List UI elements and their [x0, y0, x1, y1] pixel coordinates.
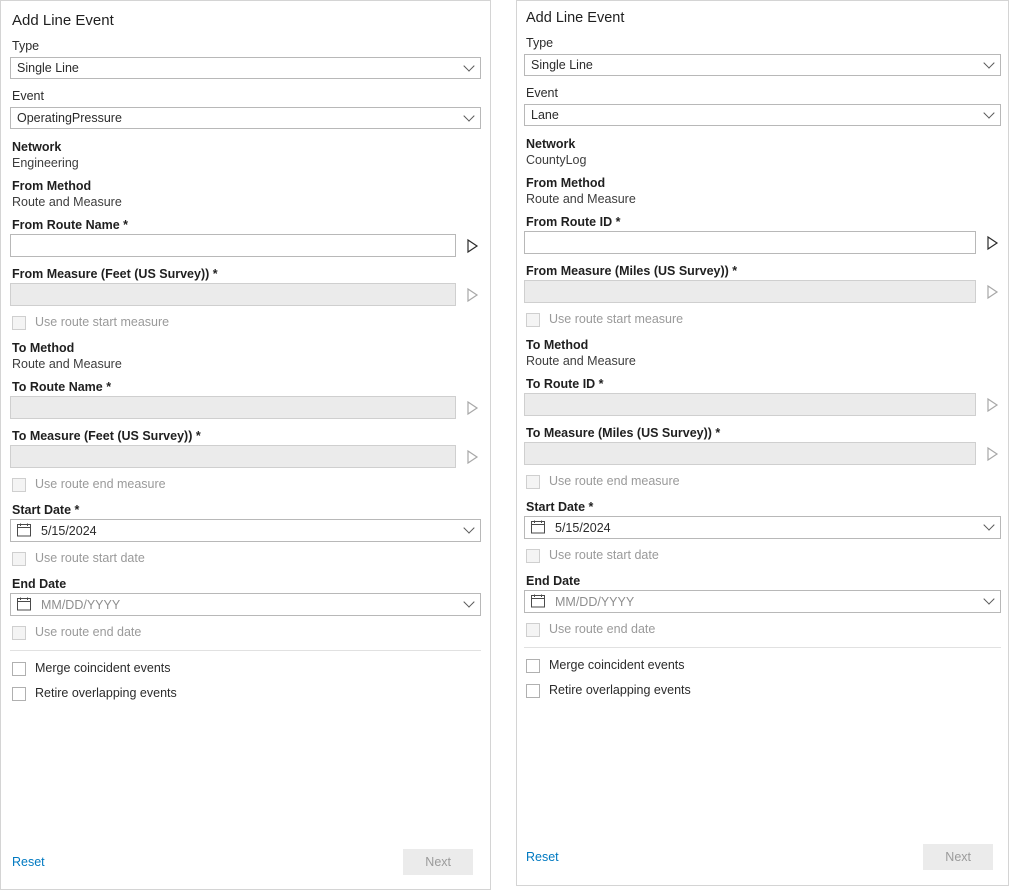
to-measure-row — [524, 442, 1001, 465]
type-label: Type — [12, 39, 40, 53]
start-date-value: 5/15/2024 — [524, 516, 1001, 539]
start-date-field[interactable] — [524, 516, 1001, 539]
use-route-start-measure-checkbox[interactable] — [12, 316, 26, 330]
network-label: Network — [526, 137, 576, 151]
use-route-start-measure-checkbox[interactable] — [526, 313, 540, 327]
reset-link[interactable]: Reset — [12, 855, 45, 869]
to-route-row — [524, 393, 1001, 416]
event-select[interactable] — [10, 107, 481, 129]
retire-overlapping-checkbox[interactable] — [526, 684, 540, 698]
start-date-label: Start Date * — [526, 500, 594, 514]
network-value: Engineering — [12, 156, 79, 170]
add-line-event-panel-left — [0, 0, 491, 890]
pick-from-route-icon[interactable] — [463, 237, 481, 255]
start-date-label: Start Date * — [12, 503, 80, 517]
use-route-start-date-label: Use route start date — [549, 548, 659, 562]
type-select-value: Single Line — [524, 54, 1001, 76]
from-route-label: From Route Name * — [12, 218, 128, 232]
reset-link[interactable]: Reset — [526, 850, 559, 864]
from-route-label: From Route ID * — [526, 215, 621, 229]
use-route-start-measure-label: Use route start measure — [35, 315, 170, 329]
to-method-label: To Method — [526, 338, 589, 352]
add-line-event-panel-right — [516, 0, 1009, 886]
calendar-icon — [531, 520, 545, 534]
event-select-value: OperatingPressure — [10, 107, 481, 129]
to-measure-input[interactable] — [10, 445, 456, 468]
merge-coincident-row[interactable] — [526, 658, 1001, 673]
from-measure-row — [524, 280, 1001, 303]
pick-to-measure-icon[interactable] — [463, 448, 481, 466]
from-method-value: Route and Measure — [526, 192, 636, 206]
to-route-input[interactable] — [10, 396, 456, 419]
merge-coincident-row[interactable] — [12, 661, 481, 676]
type-select-value: Single Line — [10, 57, 481, 79]
end-date-label: End Date — [526, 574, 581, 588]
to-method-value: Route and Measure — [526, 354, 636, 368]
from-route-row — [10, 234, 481, 257]
to-measure-row — [10, 445, 481, 468]
calendar-icon — [17, 523, 31, 537]
pick-from-measure-icon[interactable] — [463, 286, 481, 304]
network-label: Network — [12, 140, 62, 154]
use-route-start-measure-label: Use route start measure — [549, 312, 684, 326]
from-method-label: From Method — [526, 176, 606, 190]
pick-to-measure-icon[interactable] — [983, 445, 1001, 463]
use-route-end-date-row[interactable] — [12, 625, 481, 640]
pick-from-route-icon[interactable] — [983, 234, 1001, 252]
use-route-start-date-row[interactable] — [12, 551, 481, 566]
merge-coincident-label: Merge coincident events — [35, 661, 171, 675]
use-route-end-measure-label: Use route end measure — [35, 477, 166, 491]
calendar-icon — [531, 594, 545, 608]
event-select-value: Lane — [524, 104, 1001, 126]
panel-footer — [10, 849, 481, 875]
use-route-end-measure-checkbox[interactable] — [526, 475, 540, 489]
divider — [10, 650, 481, 651]
to-method-label: To Method — [12, 341, 75, 355]
from-measure-label: From Measure (Miles (US Survey)) * — [526, 264, 738, 278]
retire-overlapping-checkbox[interactable] — [12, 687, 26, 701]
start-date-field[interactable] — [10, 519, 481, 542]
event-select[interactable] — [524, 104, 1001, 126]
from-measure-label: From Measure (Feet (US Survey)) * — [12, 267, 218, 281]
end-date-field[interactable] — [10, 593, 481, 616]
from-route-input[interactable] — [10, 234, 456, 257]
next-button[interactable]: Next — [923, 844, 993, 870]
end-date-label: End Date — [12, 577, 67, 591]
retire-overlapping-row[interactable] — [12, 686, 481, 701]
panel-title: Add Line Event — [526, 10, 625, 26]
use-route-start-date-checkbox[interactable] — [526, 549, 540, 563]
use-route-end-date-label: Use route end date — [35, 625, 142, 639]
merge-coincident-checkbox[interactable] — [526, 659, 540, 673]
network-value: CountyLog — [526, 153, 587, 167]
from-method-value: Route and Measure — [12, 195, 122, 209]
retire-overlapping-label: Retire overlapping events — [549, 683, 691, 697]
to-route-label: To Route Name * — [12, 380, 112, 394]
use-route-start-date-checkbox[interactable] — [12, 552, 26, 566]
end-date-field[interactable] — [524, 590, 1001, 613]
pick-from-measure-icon[interactable] — [983, 283, 1001, 301]
start-date-value: 5/15/2024 — [10, 519, 481, 542]
to-route-label: To Route ID * — [526, 377, 604, 391]
use-route-end-date-checkbox[interactable] — [526, 623, 540, 637]
use-route-end-measure-label: Use route end measure — [549, 474, 680, 488]
use-route-end-date-checkbox[interactable] — [12, 626, 26, 640]
to-route-row — [10, 396, 481, 419]
from-measure-row — [10, 283, 481, 306]
to-route-input[interactable] — [524, 393, 976, 416]
use-route-start-date-row[interactable] — [526, 548, 1001, 563]
merge-coincident-checkbox[interactable] — [12, 662, 26, 676]
divider — [524, 647, 1001, 648]
use-route-end-measure-checkbox[interactable] — [12, 478, 26, 492]
next-button[interactable]: Next — [403, 849, 473, 875]
event-label: Event — [12, 89, 44, 103]
type-select[interactable] — [10, 57, 481, 79]
event-label: Event — [526, 86, 558, 100]
from-measure-input[interactable] — [10, 283, 456, 306]
end-date-value: MM/DD/YYYY — [524, 590, 1001, 613]
to-measure-label: To Measure (Feet (US Survey)) * — [12, 429, 201, 443]
pick-to-route-icon[interactable] — [463, 399, 481, 417]
use-route-start-measure-row[interactable] — [12, 315, 481, 330]
merge-coincident-label: Merge coincident events — [549, 658, 685, 672]
to-method-value: Route and Measure — [12, 357, 122, 371]
from-measure-input[interactable] — [524, 280, 976, 303]
use-route-end-measure-row[interactable] — [12, 477, 481, 492]
from-route-input[interactable] — [524, 231, 976, 254]
type-label: Type — [526, 36, 554, 50]
to-measure-label: To Measure (Miles (US Survey)) * — [526, 426, 721, 440]
to-measure-input[interactable] — [524, 442, 976, 465]
calendar-icon — [17, 597, 31, 611]
from-route-row — [524, 231, 1001, 254]
panel-footer — [524, 844, 1001, 870]
panel-title: Add Line Event — [12, 12, 114, 29]
use-route-start-measure-row[interactable] — [526, 312, 1001, 327]
use-route-start-date-label: Use route start date — [35, 551, 145, 565]
type-select[interactable] — [524, 54, 1001, 76]
retire-overlapping-label: Retire overlapping events — [35, 686, 177, 700]
use-route-end-measure-row[interactable] — [526, 474, 1001, 489]
use-route-end-date-label: Use route end date — [549, 622, 656, 636]
end-date-value: MM/DD/YYYY — [10, 593, 481, 616]
retire-overlapping-row[interactable] — [526, 683, 1001, 698]
use-route-end-date-row[interactable] — [526, 622, 1001, 637]
pick-to-route-icon[interactable] — [983, 396, 1001, 414]
from-method-label: From Method — [12, 179, 92, 193]
